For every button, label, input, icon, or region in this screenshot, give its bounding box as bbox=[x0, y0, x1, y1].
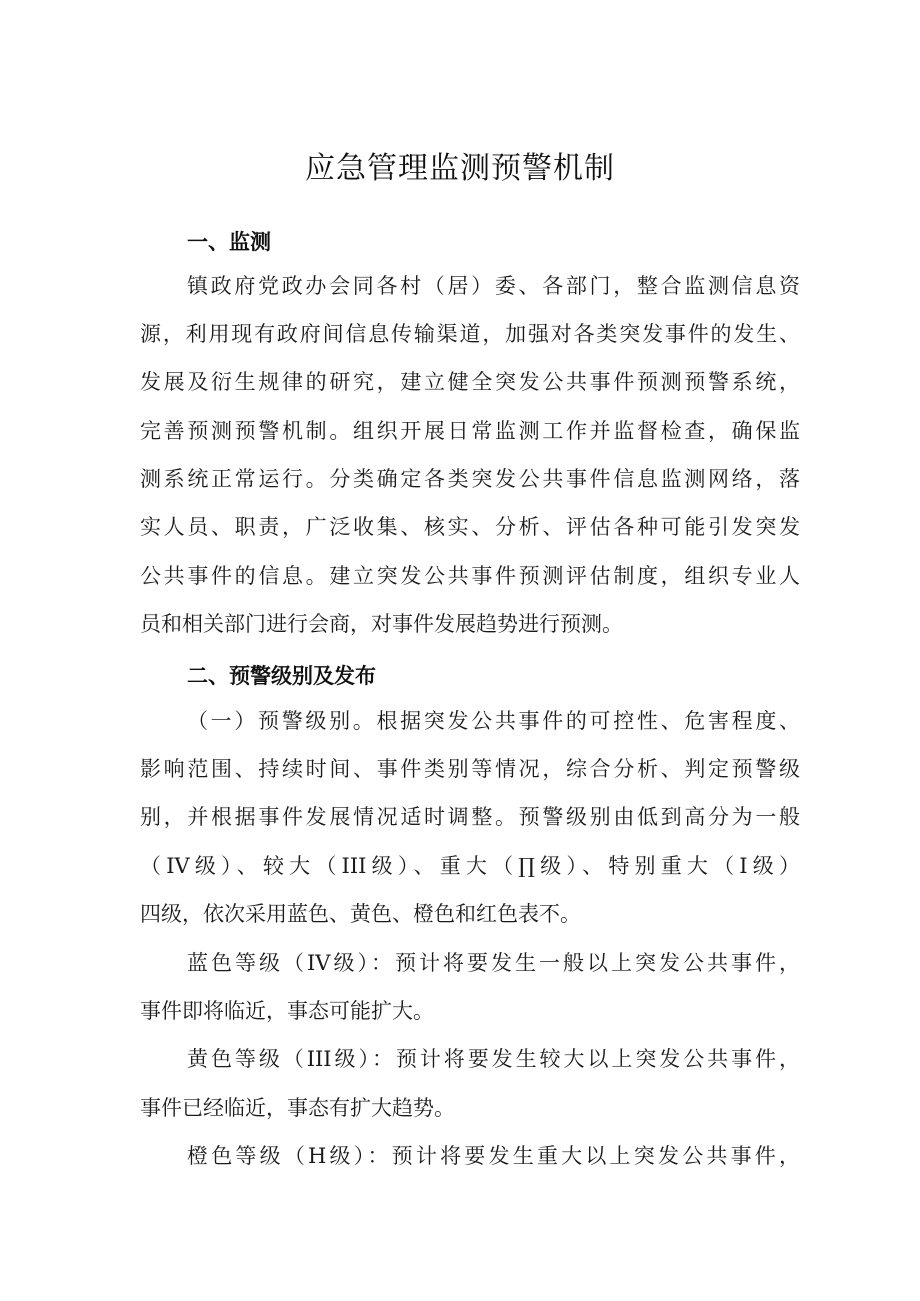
paragraph-line: 完善预测预警机制。组织开展日常监测工作并监督检查，确保监 bbox=[140, 419, 800, 443]
paragraph-line: 源，利用现有政府间信息传输渠道，加强对各类突发事件的发生、 bbox=[140, 322, 800, 346]
paragraph-line: 实人员、职责，广泛收集、核实、分析、评估各种可能引发突发 bbox=[140, 515, 800, 539]
section-heading-warning-levels: 二、预警级别及发布 bbox=[187, 664, 376, 688]
paragraph-line: （IV级）、较大（III级）、重大（∏级）、特别重大（I级） bbox=[140, 854, 800, 878]
paragraph-line: 员和相关部门进行会商，对事件发展趋势进行预测。 bbox=[140, 612, 623, 636]
paragraph-line: 事件已经临近，事态有扩大趋势。 bbox=[140, 1096, 455, 1120]
paragraph-line-yellow-level: 黄色等级（III级）：预计将要发生较大以上突发公共事件， bbox=[187, 1047, 800, 1071]
paragraph-line-blue-level: 蓝色等级（IV级）：预计将要发生一般以上突发公共事件， bbox=[187, 951, 800, 975]
section-heading-monitoring: 一、监测 bbox=[187, 230, 271, 254]
paragraph-line: 公共事件的信息。建立突发公共事件预测评估制度，组织专业人 bbox=[140, 564, 800, 588]
paragraph-line-orange-level: 橙色等级（H级）：预计将要发生重大以上突发公共事件， bbox=[187, 1144, 800, 1168]
paragraph-line: 测系统正常运行。分类确定各类突发公共事件信息监测网络，落 bbox=[140, 467, 800, 491]
paragraph-line: 镇政府党政办会同各村（居）委、各部门，整合监测信息资 bbox=[187, 274, 800, 298]
paragraph-line: （一）预警级别。根据突发公共事件的可控性、危害程度、 bbox=[187, 709, 800, 733]
paragraph-line: 别，并根据事件发展情况适时调整。预警级别由低到高分为一般 bbox=[140, 805, 800, 829]
paragraph-line: 发展及衍生规律的研究，建立健全突发公共事件预测预警系统， bbox=[140, 370, 800, 394]
paragraph-line: 事件即将临近，事态可能扩大。 bbox=[140, 999, 434, 1023]
document-title: 应急管理监测预警机制 bbox=[305, 151, 615, 186]
paragraph-line: 四级，依次采用蓝色、黄色、橙色和红色表不。 bbox=[140, 902, 581, 926]
paragraph-line: 影响范围、持续时间、事件类别等情况，综合分析、判定预警级 bbox=[140, 757, 800, 781]
